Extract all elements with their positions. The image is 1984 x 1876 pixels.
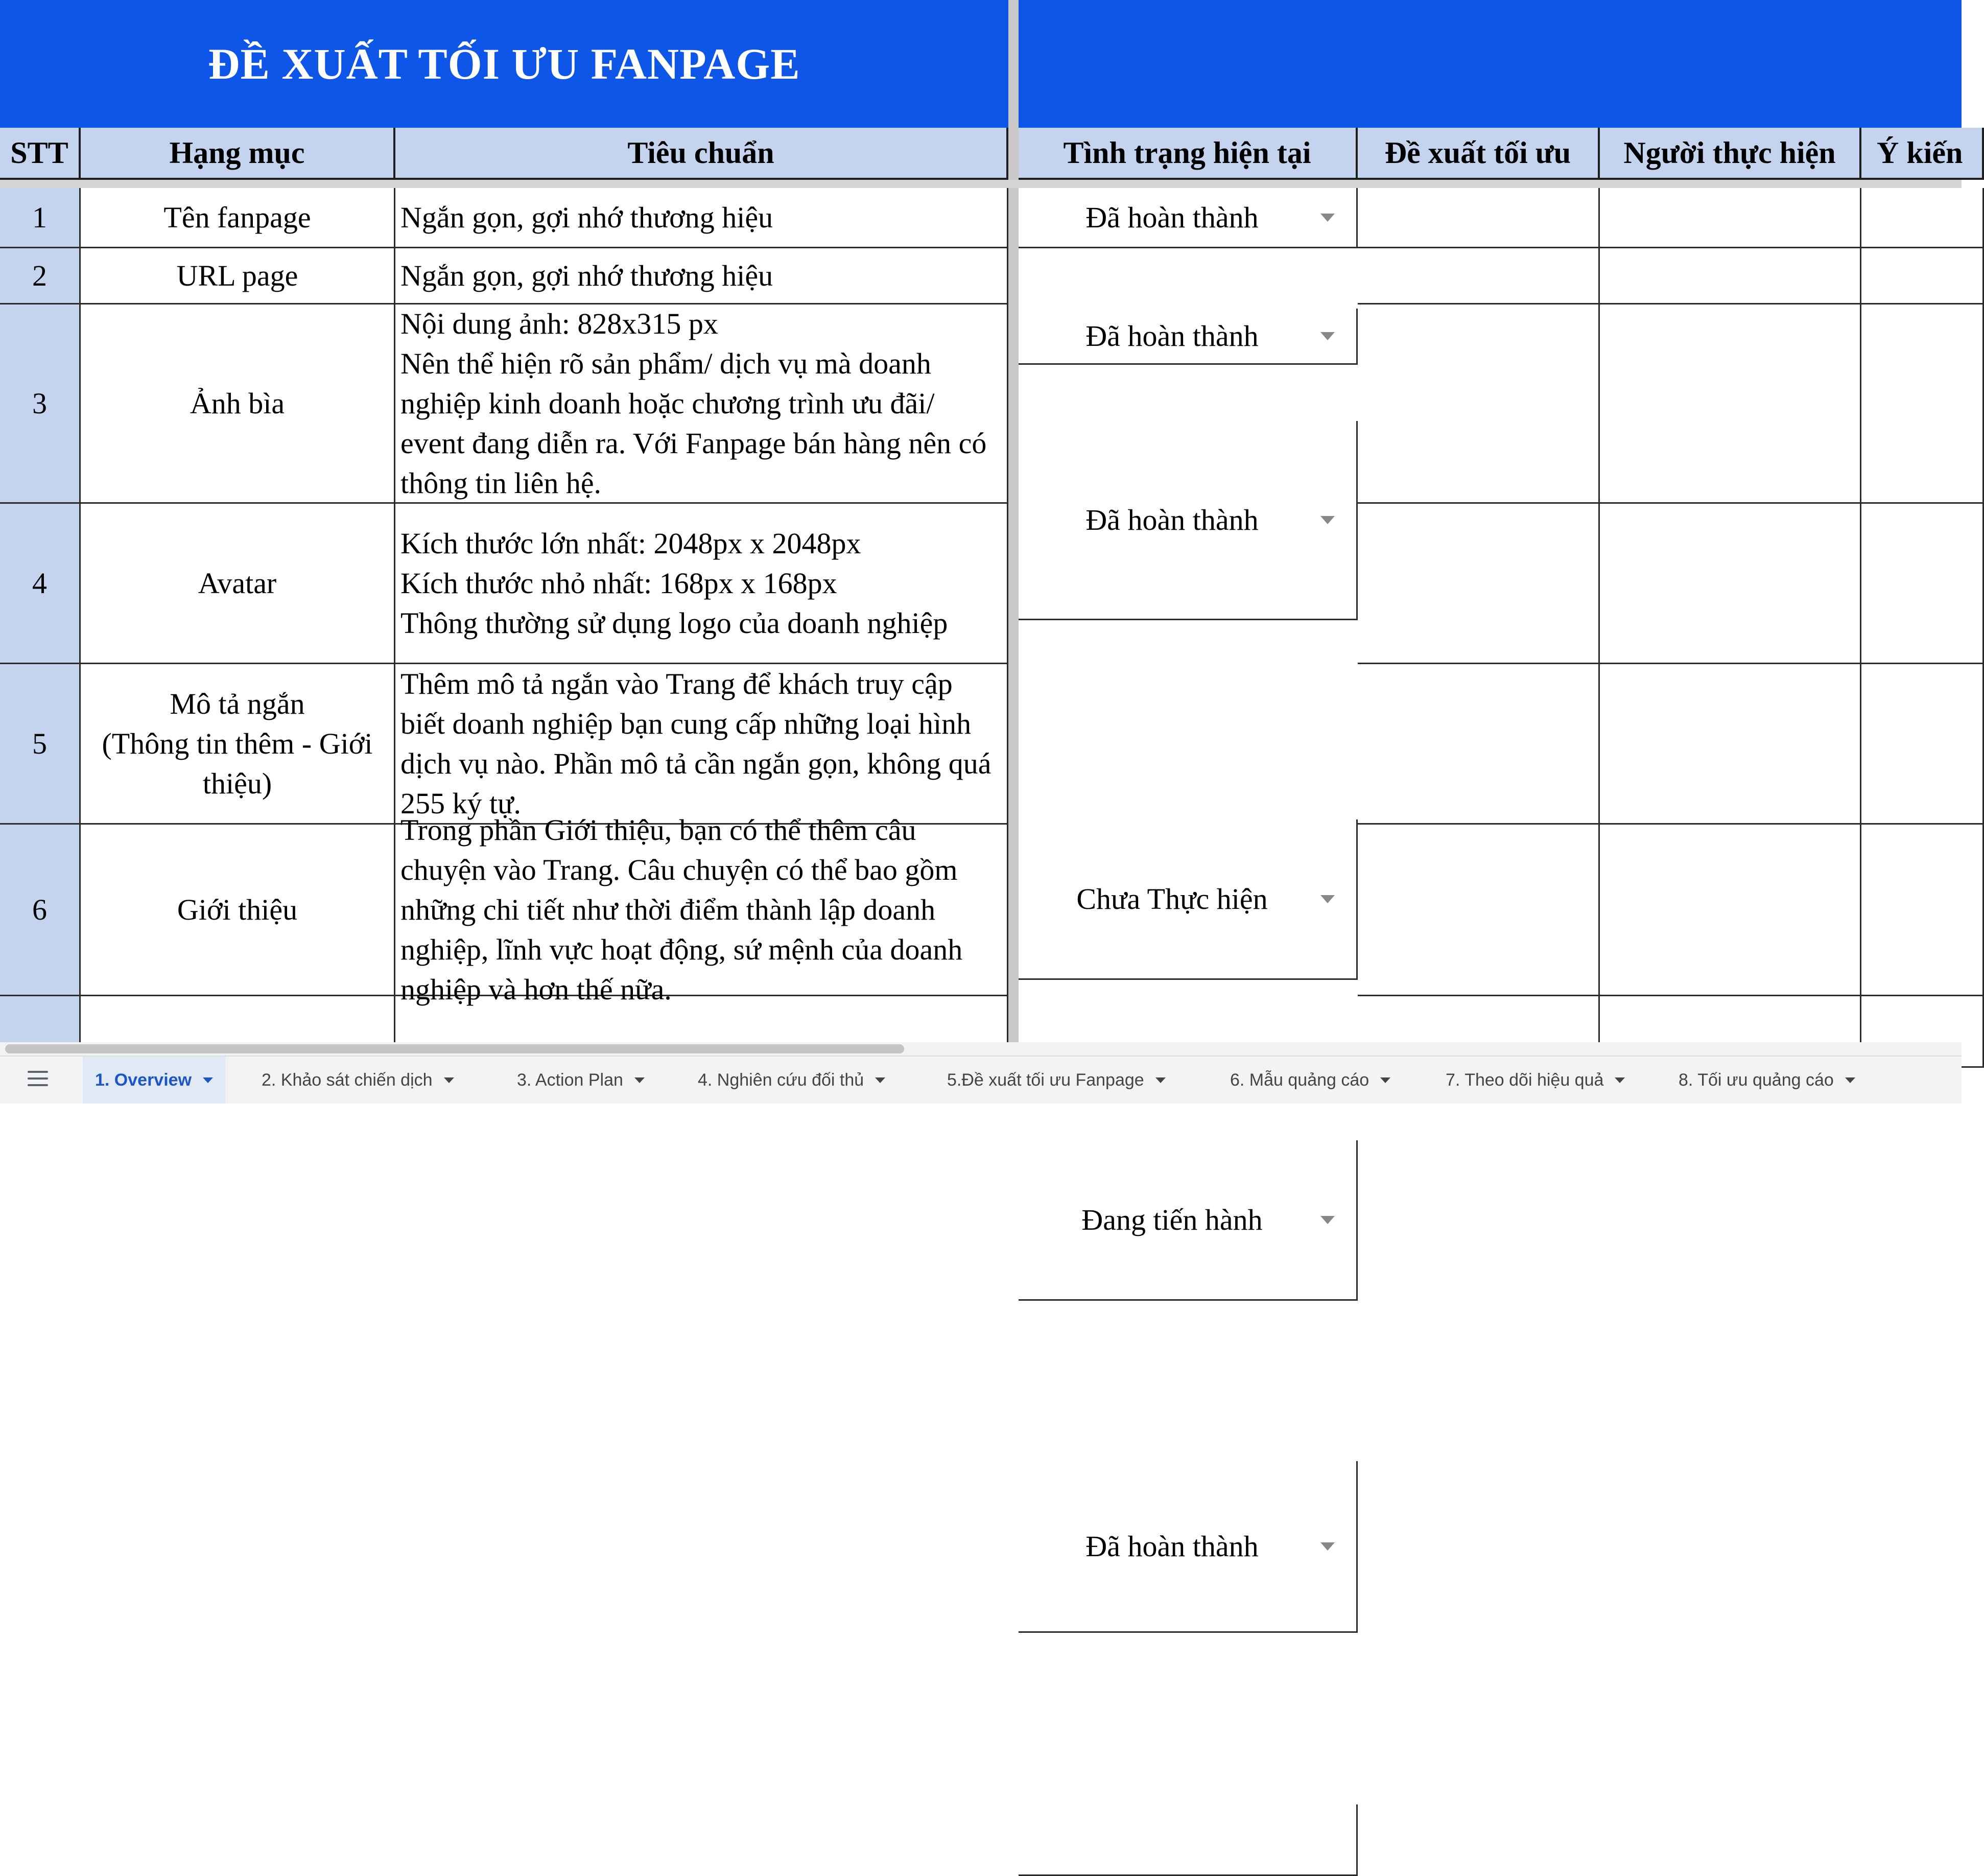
tab-theo-doi[interactable]: 7. Theo dõi hiệu quả (1433, 1057, 1637, 1104)
cell-status-text: Đã hoàn thành (1085, 200, 1259, 234)
dropdown-arrow-icon[interactable] (1320, 516, 1335, 524)
cell-comment[interactable] (1861, 504, 1984, 664)
cell-comment[interactable] (1861, 188, 1984, 248)
cell-stt-text: 5 (32, 726, 47, 760)
header-status[interactable]: Tình trạng hiện tại (1019, 128, 1358, 180)
cell-comment[interactable] (1861, 248, 1984, 304)
cell-status[interactable] (1019, 1140, 1358, 1301)
cell-criteria-text: Ngắn gọn, gợi nhớ thương hiệu (400, 259, 773, 292)
cell-category[interactable] (81, 825, 395, 996)
cell-assignee[interactable] (1600, 248, 1861, 304)
cell-category-text: Avatar (198, 566, 277, 600)
cell-category-text: Tên fanpage (163, 200, 311, 234)
page-title: ĐỀ XUẤT TỐI ƯU FANPAGE (208, 39, 800, 88)
tab-action-plan[interactable]: 3. Action Plan (505, 1057, 657, 1104)
chevron-down-icon[interactable] (1845, 1077, 1855, 1083)
cell-status-text: Đang tiến hành (1081, 1203, 1263, 1236)
cell-category[interactable] (81, 304, 395, 504)
cell-criteria-text: Ngắn gọn, gợi nhớ thương hiệu (400, 200, 773, 234)
banner-right (1019, 0, 1962, 128)
header-criteria[interactable]: Tiêu chuẩn (395, 128, 1008, 180)
tab-khao-sat[interactable]: 2. Khảo sát chiến dịch (249, 1057, 466, 1104)
cell-category-text: URL page (176, 259, 298, 292)
cell-category-text: Mô tả ngắn (Thông tin thêm - Giới thiệu) (102, 687, 373, 800)
cell-status-text: Đã hoàn thành (1085, 503, 1259, 536)
horizontal-scrollbar[interactable] (0, 1042, 1962, 1056)
cell-category[interactable] (81, 248, 395, 304)
chevron-down-icon[interactable] (1155, 1077, 1166, 1083)
cell-criteria[interactable] (395, 813, 1008, 1006)
cell-assignee[interactable] (1600, 664, 1861, 825)
cell-proposal[interactable] (1358, 504, 1600, 664)
dropdown-arrow-icon[interactable] (1320, 895, 1335, 903)
cell-stt-text: 1 (32, 200, 47, 234)
cell-status[interactable] (1019, 309, 1358, 365)
cell-stt[interactable] (0, 188, 81, 248)
header-comment[interactable]: Ý kiến (1861, 128, 1984, 180)
sheet-tab-bar (0, 1056, 1962, 1104)
cell-assignee[interactable] (1600, 504, 1861, 664)
cell-assignee[interactable] (1600, 188, 1861, 248)
frozen-row-divider[interactable] (0, 180, 1962, 188)
header-assignee[interactable]: Người thực hiện (1600, 128, 1861, 180)
all-sheets-menu-icon[interactable] (28, 1071, 48, 1089)
cell-stt[interactable] (0, 825, 81, 996)
dropdown-arrow-icon[interactable] (1320, 214, 1335, 222)
dropdown-arrow-icon[interactable] (1320, 1216, 1335, 1224)
cell-stt[interactable] (0, 664, 81, 825)
header-proposal[interactable]: Đề xuất tối ưu (1358, 128, 1600, 180)
chevron-down-icon[interactable] (875, 1077, 885, 1083)
tab-toi-uu-quang-cao[interactable]: 8. Tối ưu quảng cáo (1666, 1057, 1868, 1104)
cell-criteria[interactable] (395, 504, 1008, 664)
cell-criteria-text: Kích thước lớn nhất: 2048px x 2048px Kích thước nhỏ nhất: 168px x 168px Thông thường sử dụng logo của doanh nghiệp (400, 526, 948, 640)
cell-status[interactable] (1019, 1804, 1358, 1876)
cell-stt[interactable] (0, 304, 81, 504)
dropdown-arrow-icon[interactable] (1320, 332, 1335, 340)
tab-mau-quang-cao[interactable]: 6. Mẫu quảng cáo (1218, 1057, 1403, 1104)
tab-overview[interactable]: 1. Overview (83, 1057, 225, 1104)
chevron-down-icon[interactable] (444, 1077, 454, 1083)
cell-proposal[interactable] (1358, 825, 1600, 996)
cell-proposal[interactable] (1358, 664, 1600, 825)
cell-category[interactable] (81, 664, 395, 825)
cell-stt-text: 6 (32, 893, 47, 926)
cell-status[interactable] (1019, 1461, 1358, 1633)
frozen-column-divider[interactable] (1008, 0, 1019, 1042)
cell-category-text: Ảnh bìa (190, 386, 285, 420)
cell-assignee[interactable] (1600, 825, 1861, 996)
chevron-down-icon[interactable] (1615, 1077, 1625, 1083)
cell-status[interactable] (1019, 188, 1358, 248)
cell-criteria-text: Trong phần Giới thiệu, bạn có thể thêm câu chuyện vào Trang. Câu chuyện có thể bao gồm những chi tiết như thời điểm thành lập doanh nghiệp, lĩnh vực hoạt động, sứ mệnh của doanh nghiệp và hơn thế nữa. (400, 813, 963, 1006)
cell-comment[interactable] (1861, 664, 1984, 825)
chevron-down-icon[interactable] (203, 1077, 213, 1083)
cell-status-text: Chưa Thực hiện (1076, 882, 1268, 916)
cell-category[interactable] (81, 504, 395, 664)
cell-criteria[interactable] (395, 248, 1008, 304)
cell-proposal[interactable] (1358, 248, 1600, 304)
cell-status-text: Đã hoàn thành (1085, 1529, 1259, 1563)
header-stt[interactable]: STT (0, 128, 81, 180)
dropdown-arrow-icon[interactable] (1320, 1542, 1335, 1551)
header-category[interactable]: Hạng mục (81, 128, 395, 180)
cell-stt-text: 3 (32, 386, 47, 420)
cell-proposal[interactable] (1358, 188, 1600, 248)
cell-criteria-text: Thêm mô tả ngắn vào Trang để khách truy cập biết doanh nghiệp bạn cung cấp những loại hình dịch vụ nào. Phần mô tả cần ngắn gọn, không quá 255 ký tự. (400, 667, 991, 820)
cell-assignee[interactable] (1600, 304, 1861, 504)
cell-category-text: Giới thiệu (177, 893, 298, 926)
cell-criteria[interactable] (395, 664, 1008, 825)
cell-criteria[interactable] (395, 304, 1008, 504)
cell-status[interactable] (1019, 819, 1358, 980)
cell-proposal[interactable] (1358, 304, 1600, 504)
chevron-down-icon[interactable] (634, 1077, 645, 1083)
chevron-down-icon[interactable] (1380, 1077, 1390, 1083)
cell-stt-text: 2 (32, 259, 47, 292)
cell-comment[interactable] (1861, 304, 1984, 504)
cell-category[interactable] (81, 188, 395, 248)
tab-de-xuat[interactable]: 5.Đề xuất tối ưu Fanpage (935, 1057, 1178, 1104)
tab-nghien-cuu[interactable]: 4. Nghiên cứu đối thủ (686, 1057, 897, 1104)
cell-status[interactable] (1019, 421, 1358, 620)
cell-stt[interactable] (0, 504, 81, 664)
scrollbar-thumb[interactable] (5, 1044, 904, 1053)
cell-criteria[interactable] (395, 188, 1008, 248)
cell-comment[interactable] (1861, 825, 1984, 996)
cell-criteria-text: Nội dung ảnh: 828x315 px Nên thể hiện rõ sản phẩm/ dịch vụ mà doanh nghiệp kinh doanh hoặc chương trình ưu đãi/ event đang diễn ra. Với Fanpage bán hàng nên có thông tin liên hệ. (400, 307, 987, 500)
cell-status-text: Đã hoàn thành (1085, 319, 1259, 353)
cell-stt-text: 4 (32, 566, 47, 600)
cell-stt[interactable] (0, 248, 81, 304)
